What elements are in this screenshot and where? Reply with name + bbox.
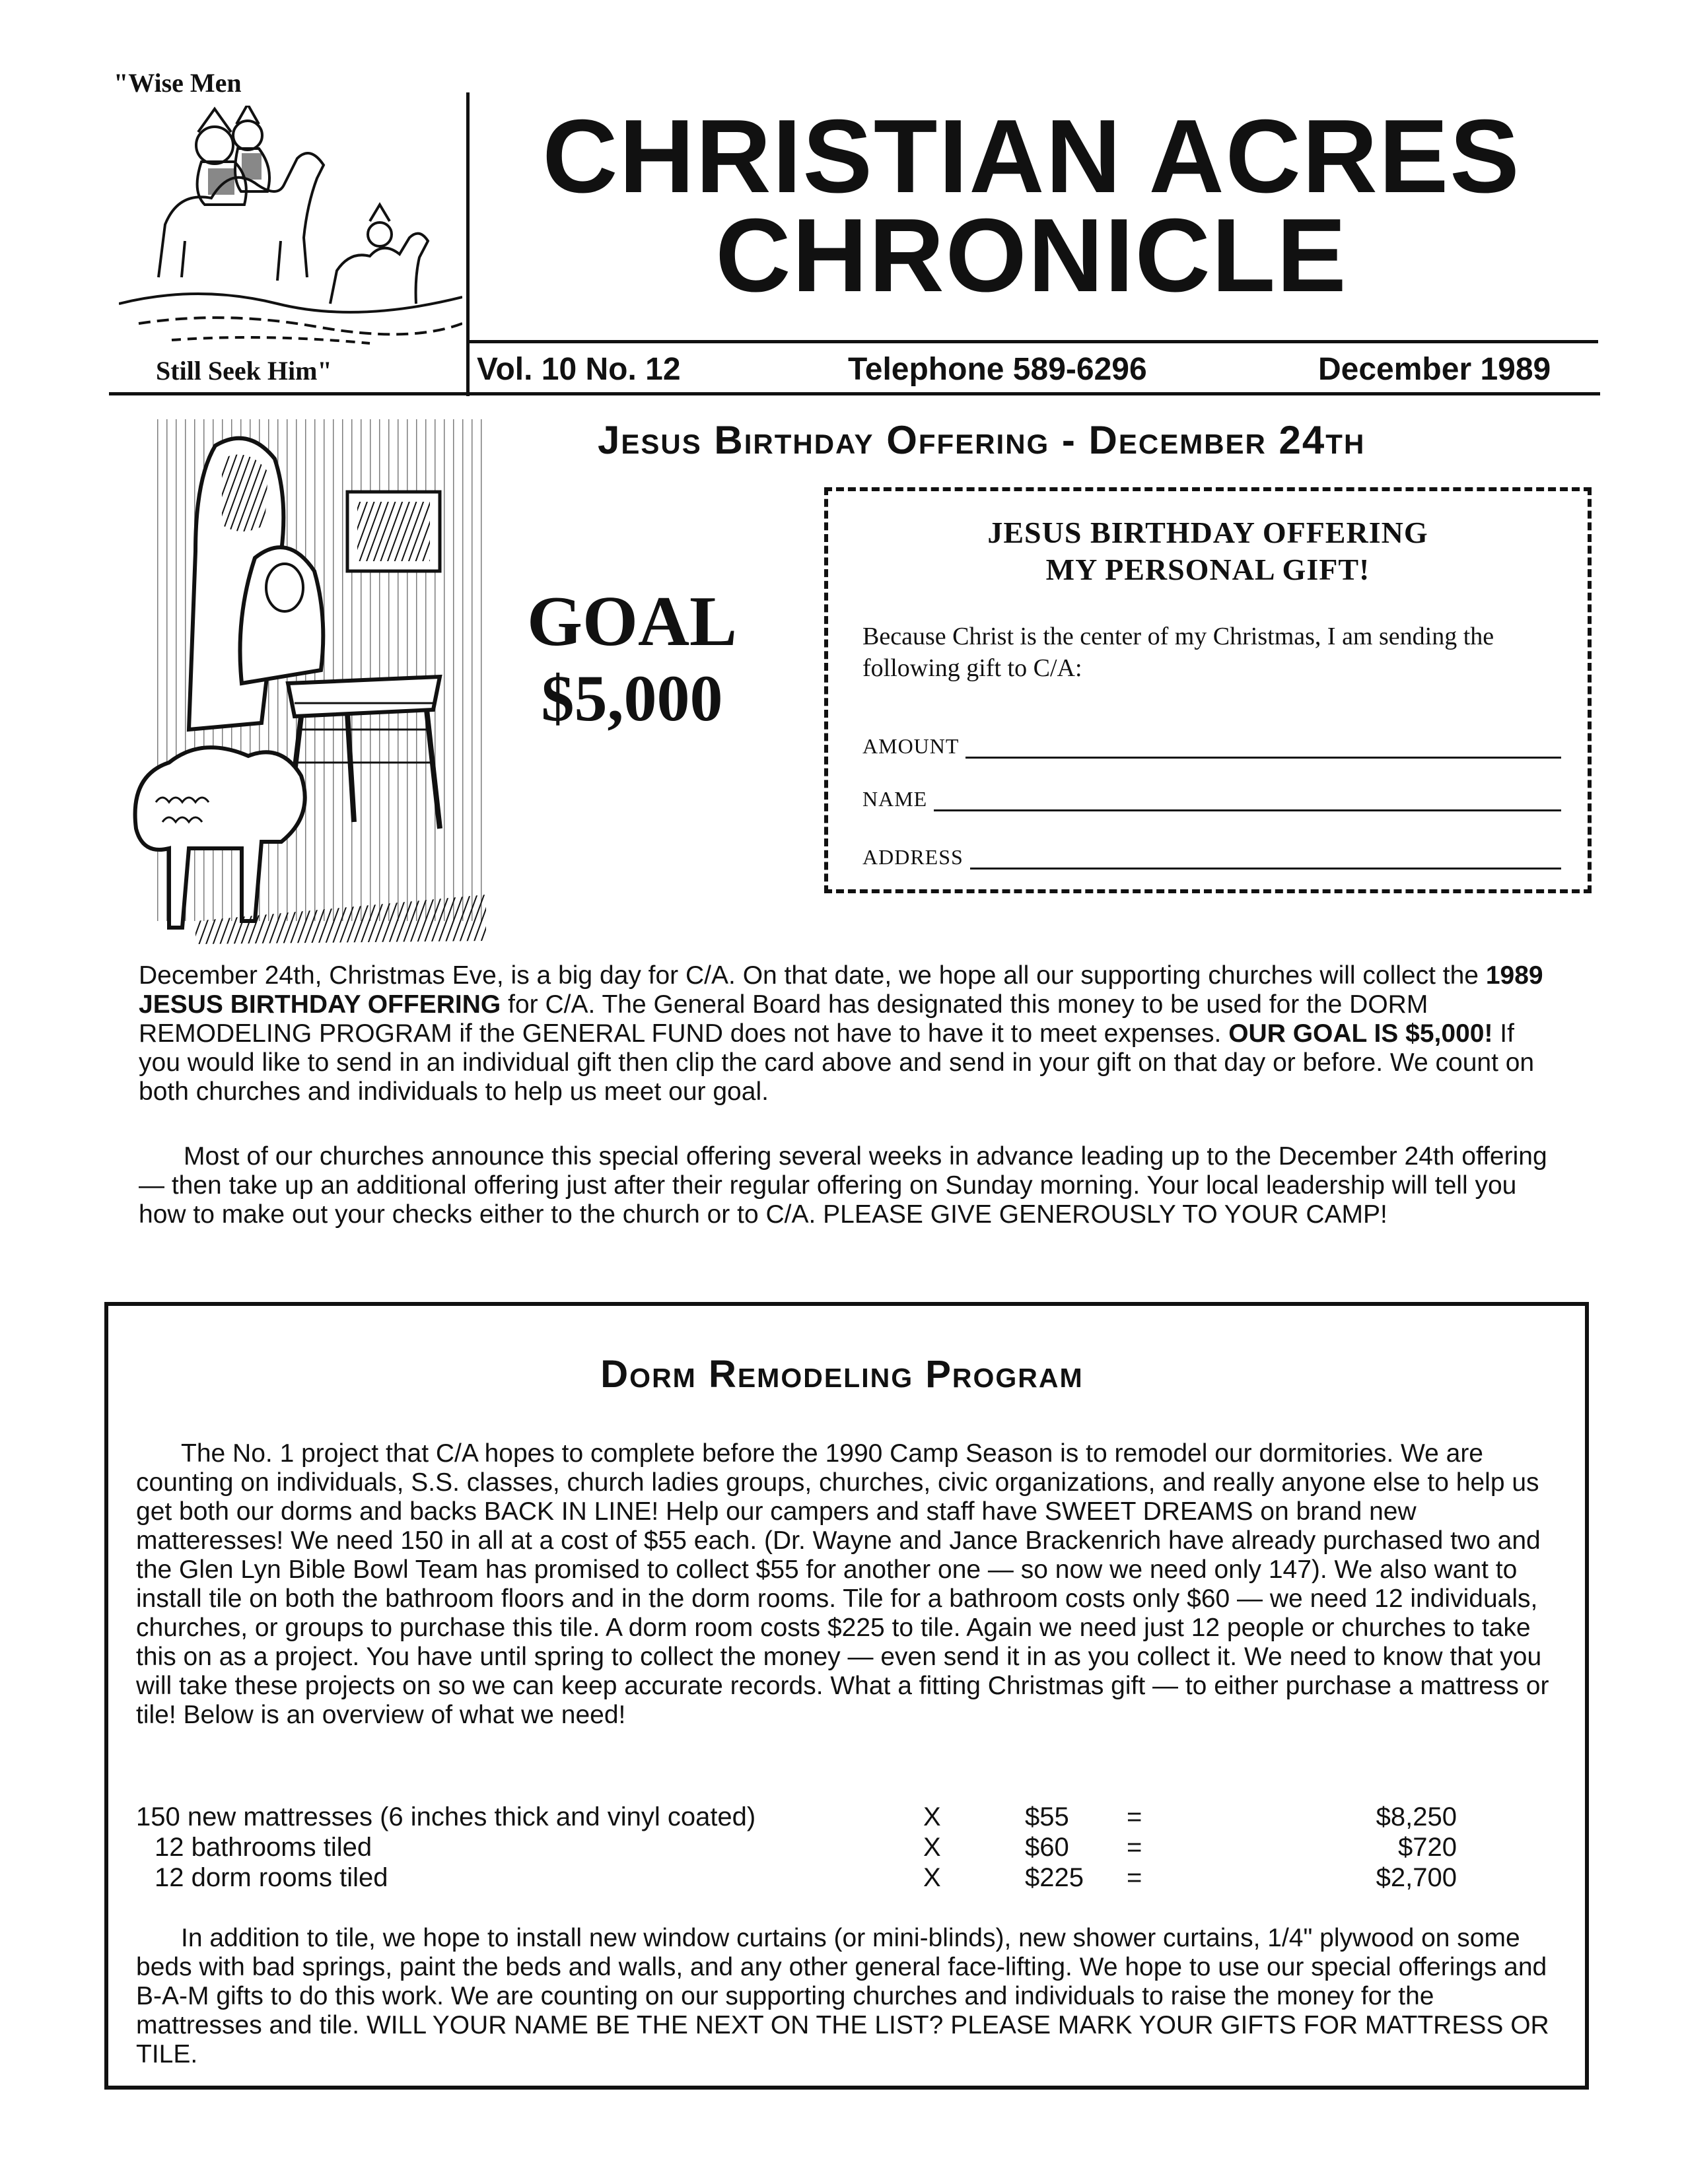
offering-paragraph-1 xyxy=(139,961,1559,1107)
needs-row xyxy=(136,1802,1556,1833)
wise-men-camels-illustration xyxy=(119,106,462,350)
address-blank-line[interactable] xyxy=(970,848,1561,870)
goal-amount: $5,000 xyxy=(541,662,723,735)
name-label: NAME xyxy=(862,787,928,811)
dorm-remodeling-title: Dorm Remodeling Program xyxy=(600,1353,1084,1396)
name-blank-line[interactable] xyxy=(934,790,1561,811)
needs-price: $225 xyxy=(1025,1863,1084,1892)
p2-text: Most of our churches announce this special offering several weeks in advance leading up to the December 24th offering — then take up an additional offering just after their regular offering on Sunday morning. Your local leadership will tell you how to make out your checks either to the church or to C/A. PLEASE GIVE GENEROUSLY TO YOUR CAMP! xyxy=(139,1142,1547,1229)
needs-total: $8,250 xyxy=(1376,1802,1457,1831)
issue-volume: Vol. 10 No. 12 xyxy=(477,352,681,387)
p1-text-e: If you would like to send in an individual gift then clip the card above and send in your gift on that day or before. We count on both churches and individuals to help us meet our goal. xyxy=(139,1019,1535,1106)
goal-label: GOAL xyxy=(526,582,738,661)
masthead-title-line2: CHRONICLE xyxy=(715,197,1348,314)
needs-times: X xyxy=(923,1802,941,1831)
dorm-paragraph-1 xyxy=(136,1439,1556,1730)
needs-equals: = xyxy=(1127,1833,1142,1862)
coupon-amount-field[interactable] xyxy=(862,734,1561,759)
dorm-paragraph-2 xyxy=(136,1924,1556,2069)
needs-row xyxy=(136,1833,1556,1863)
p1-bold-offering: 1989 JESUS BIRTHDAY OFFERING xyxy=(139,961,1543,1019)
issue-date: December 1989 xyxy=(1318,352,1551,387)
offering-paragraph-2 xyxy=(139,1142,1559,1229)
needs-row xyxy=(136,1863,1556,1894)
address-label: ADDRESS xyxy=(862,845,964,869)
header-rule xyxy=(466,340,1598,343)
masthead-title-line1: CHRISTIAN ACRES xyxy=(542,98,1521,215)
needs-price: $55 xyxy=(1025,1802,1069,1831)
coupon-title-line1: JESUS BIRTHDAY OFFERING xyxy=(987,516,1428,549)
needs-total: $720 xyxy=(1398,1833,1457,1862)
needs-total: $2,700 xyxy=(1376,1863,1457,1892)
amount-blank-line[interactable] xyxy=(965,737,1561,759)
amount-label: AMOUNT xyxy=(862,734,960,758)
dorm-p2-text: In addition to tile, we hope to install new window curtains (or mini-blinds), new shower curtains, 1/4" plywood on some beds with bad springs, paint the beds and walls, and any other general face-lifting. We hope to use our special offerings and B-A-M gifts to do this work. We are counting on our supporting churches and individuals to raise the money for the mattresses and tile. WILL YOUR NAME BE THE NEXT ON THE LIST? PLEASE MARK YOUR GIFTS FOR MATTRESS OR TILE. xyxy=(136,1924,1549,2068)
needs-price: $60 xyxy=(1025,1833,1069,1862)
masthead-divider xyxy=(466,92,470,396)
p1-bold-goal: OUR GOAL IS $5,000! xyxy=(1228,1019,1493,1048)
telephone-number: Telephone 589-6296 xyxy=(848,352,1147,387)
header-rule-bottom xyxy=(109,392,1600,395)
wise-men-caption-top: "Wise Men xyxy=(114,68,242,98)
gift-coupon xyxy=(824,487,1592,893)
needs-equals: = xyxy=(1127,1863,1142,1892)
needs-item: 12 dorm rooms tiled xyxy=(155,1863,388,1892)
p1-text-a: December 24th, Christmas Eve, is a big day for C/A. On that date, we hope all our supporting churches will collect the xyxy=(139,961,1486,990)
nativity-illustration xyxy=(129,419,489,944)
dorm-p1-text: The No. 1 project that C/A hopes to complete before the 1990 Camp Season is to remodel our dormitories. We are counting on individuals, S.S. classes, church ladies groups, churches, civic organizations, and really anyone else to help us get both our dorms and backs BACK IN LINE! Help our campers and staff have SWEET DREAMS on brand new matteresses! We need 150 in all at a cost of $55 each. (Dr. Wayne and Jance Brackenrich have already purchased two and the Glen Lyn Bible Bowl Team has promised to collect $55 for another one — so now we need only 147). We also want to install tile on both the bathroom floors and in the dorm rooms. Tile for a bathroom costs only $60 — we need 12 individuals, churches, or groups to purchase this tile. A dorm room costs $225 to tile. Again we need just 12 people or churches to take this on as a project. You have until spring to collect the money — even send it in as you collect it. We need to know that you will take these projects on so we can keep accurate records. What a fitting Christmas gift — to either purchase a mattress or tile! Below is an overview of what we need! xyxy=(136,1439,1549,1729)
needs-times: X xyxy=(923,1833,941,1862)
coupon-name-field[interactable] xyxy=(862,787,1561,811)
p1-text-c: for C/A. The General Board has designated this money to be used for the DORM REMODELING PROGRAM if the GENERAL FUND does not have to have it to meet expenses. xyxy=(139,990,1428,1048)
coupon-title-line2: MY PERSONAL GIFT! xyxy=(1045,553,1370,586)
wise-men-caption-bottom: Still Seek Him" xyxy=(156,356,332,386)
needs-item: 150 new mattresses (6 inches thick and vinyl coated) xyxy=(136,1802,756,1831)
needs-equals: = xyxy=(1127,1802,1142,1831)
needs-item: 12 bathrooms tiled xyxy=(155,1833,372,1862)
offering-headline: Jesus Birthday Offering - December 24th xyxy=(598,418,1366,462)
needs-times: X xyxy=(923,1863,941,1892)
coupon-address-field[interactable] xyxy=(862,845,1561,870)
coupon-body-text: Because Christ is the center of my Christmas, I am sending the following gift to C/A: xyxy=(862,623,1494,682)
